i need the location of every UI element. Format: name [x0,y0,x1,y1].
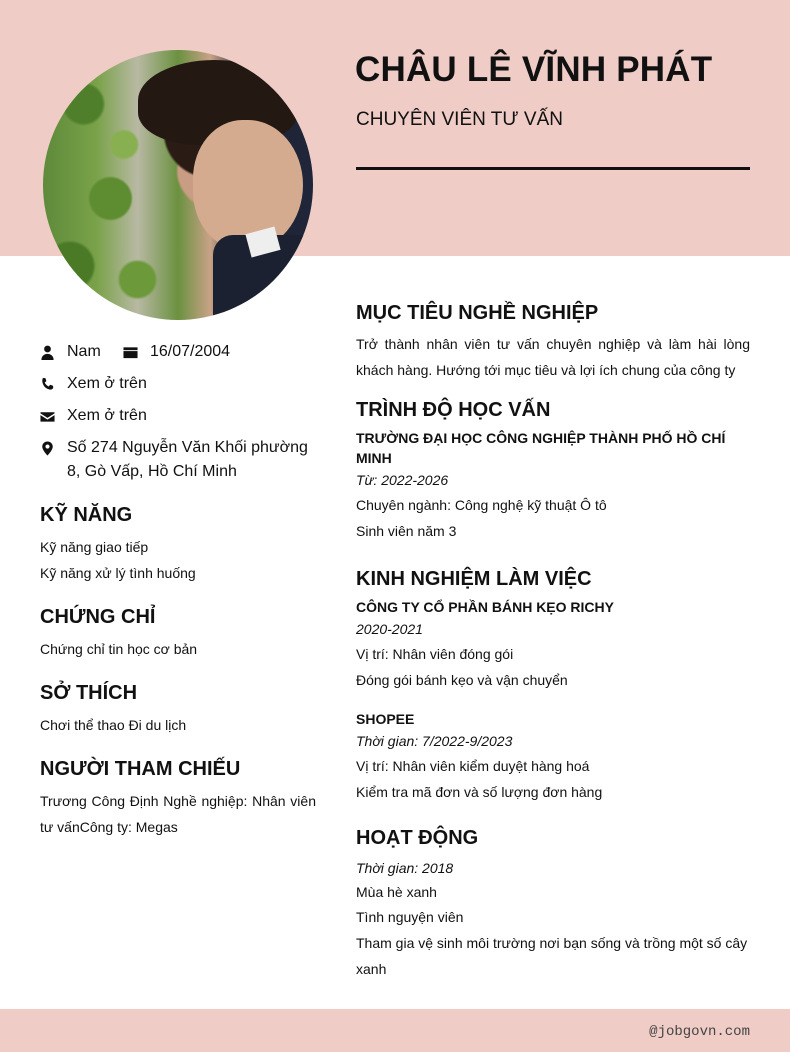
spacer [356,693,750,707]
education-title: TRÌNH ĐỘ HỌC VẤN [356,399,551,421]
title-divider [356,167,750,170]
activity-line: Tham gia vệ sinh môi trường nơi bạn sống và trồng một số cây xanh [356,935,748,977]
user-icon [40,340,67,364]
company-name: SHOPEE [356,711,415,727]
activity-period: Thời gian: 2018 [356,860,454,876]
school-name: TRƯỜNG ĐẠI HỌC CÔNG NGHIỆP THÀNH PHỐ HỒ CHÍ MINH [356,430,726,466]
spacer [356,805,750,825]
objective-section [356,300,750,383]
calendar-icon [123,340,150,364]
skills-section [40,502,316,586]
job-period: 2020-2021 [356,621,423,637]
certificates-section [40,604,316,662]
objective-title: MỤC TIÊU NGHỀ NGHIỆP [356,302,599,324]
phone-value: Xem ở trên [67,375,147,392]
certificates-title: CHỨNG CHỈ [40,606,156,628]
left-column [40,340,316,840]
education-line: Chuyên ngành: Công nghệ kỹ thuật Ô tô [356,497,607,513]
job-entry [356,597,750,693]
birthday-value: 16/07/2004 [150,343,231,360]
experience-section [356,566,750,805]
references-section [40,756,316,840]
job-line: Kiểm tra mã đơn và số lượng đơn hàng [356,784,603,800]
right-column [356,300,750,982]
hobby-item: Chơi thể thao Đi du lịch [40,717,187,733]
skill-item: Kỹ năng xử lý tình huống [40,565,196,581]
spacer [356,383,750,397]
phone-icon [40,372,67,396]
education-period: Từ: 2022-2026 [356,472,449,488]
address-value: Số 274 Nguyễn Văn Khối phường 8, Gò Vấp, Hồ Chí Minh [67,439,308,480]
spacer [356,544,750,566]
job-title: CHUYÊN VIÊN TƯ VẤN [356,109,563,130]
contact-address [40,436,316,484]
mail-icon [40,404,67,428]
company-name: CÔNG TY CỔ PHẦN BÁNH KẸO RICHY [356,599,614,615]
education-section [356,397,750,544]
skills-title: KỸ NĂNG [40,504,133,526]
photo-face [193,120,303,250]
activities-title: HOẠT ĐỘNG [356,827,479,849]
job-line: Vị trí: Nhân viên đóng gói [356,646,514,662]
job-line: Đóng gói bánh kẹo và vận chuyển [356,672,568,688]
activities-section [356,825,750,982]
footer-watermark: @jobgovn.com [649,1024,750,1040]
contact-gender-birthday [40,340,316,364]
job-line: Vị trí: Nhân viên kiểm duyệt hàng hoá [356,758,590,774]
experience-title: KINH NGHIỆM LÀM VIỆC [356,568,592,590]
contact-phone [40,372,316,396]
profile-photo [43,50,313,320]
activity-line: Tình nguyện viên [356,909,464,925]
email-value: Xem ở trên [67,407,147,424]
contact-email [40,404,316,428]
education-line: Sinh viên năm 3 [356,523,457,539]
references-title: NGƯỜI THAM CHIẾU [40,758,241,780]
gender-value: Nam [67,343,101,360]
hobbies-section [40,680,316,738]
objective-text: Trở thành nhân viên tư vấn chuyên nghiệp và làm hài lòng khách hàng. Hướng tới mục tiêu và lợi ích chung của công ty [356,336,750,378]
hobbies-title: SỞ THÍCH [40,682,138,704]
location-pin-icon [40,436,67,460]
candidate-name: CHÂU LÊ VĨNH PHÁT [355,50,713,89]
skill-item: Kỹ năng giao tiếp [40,539,149,555]
activity-line: Mùa hè xanh [356,884,437,900]
job-entry [356,709,750,805]
certificate-item: Chứng chỉ tin học cơ bản [40,641,198,657]
job-period: Thời gian: 7/2022-9/2023 [356,733,513,749]
reference-text: Trương Công Định Nghề nghiệp: Nhân viên tư vấnCông ty: Megas [40,793,316,835]
